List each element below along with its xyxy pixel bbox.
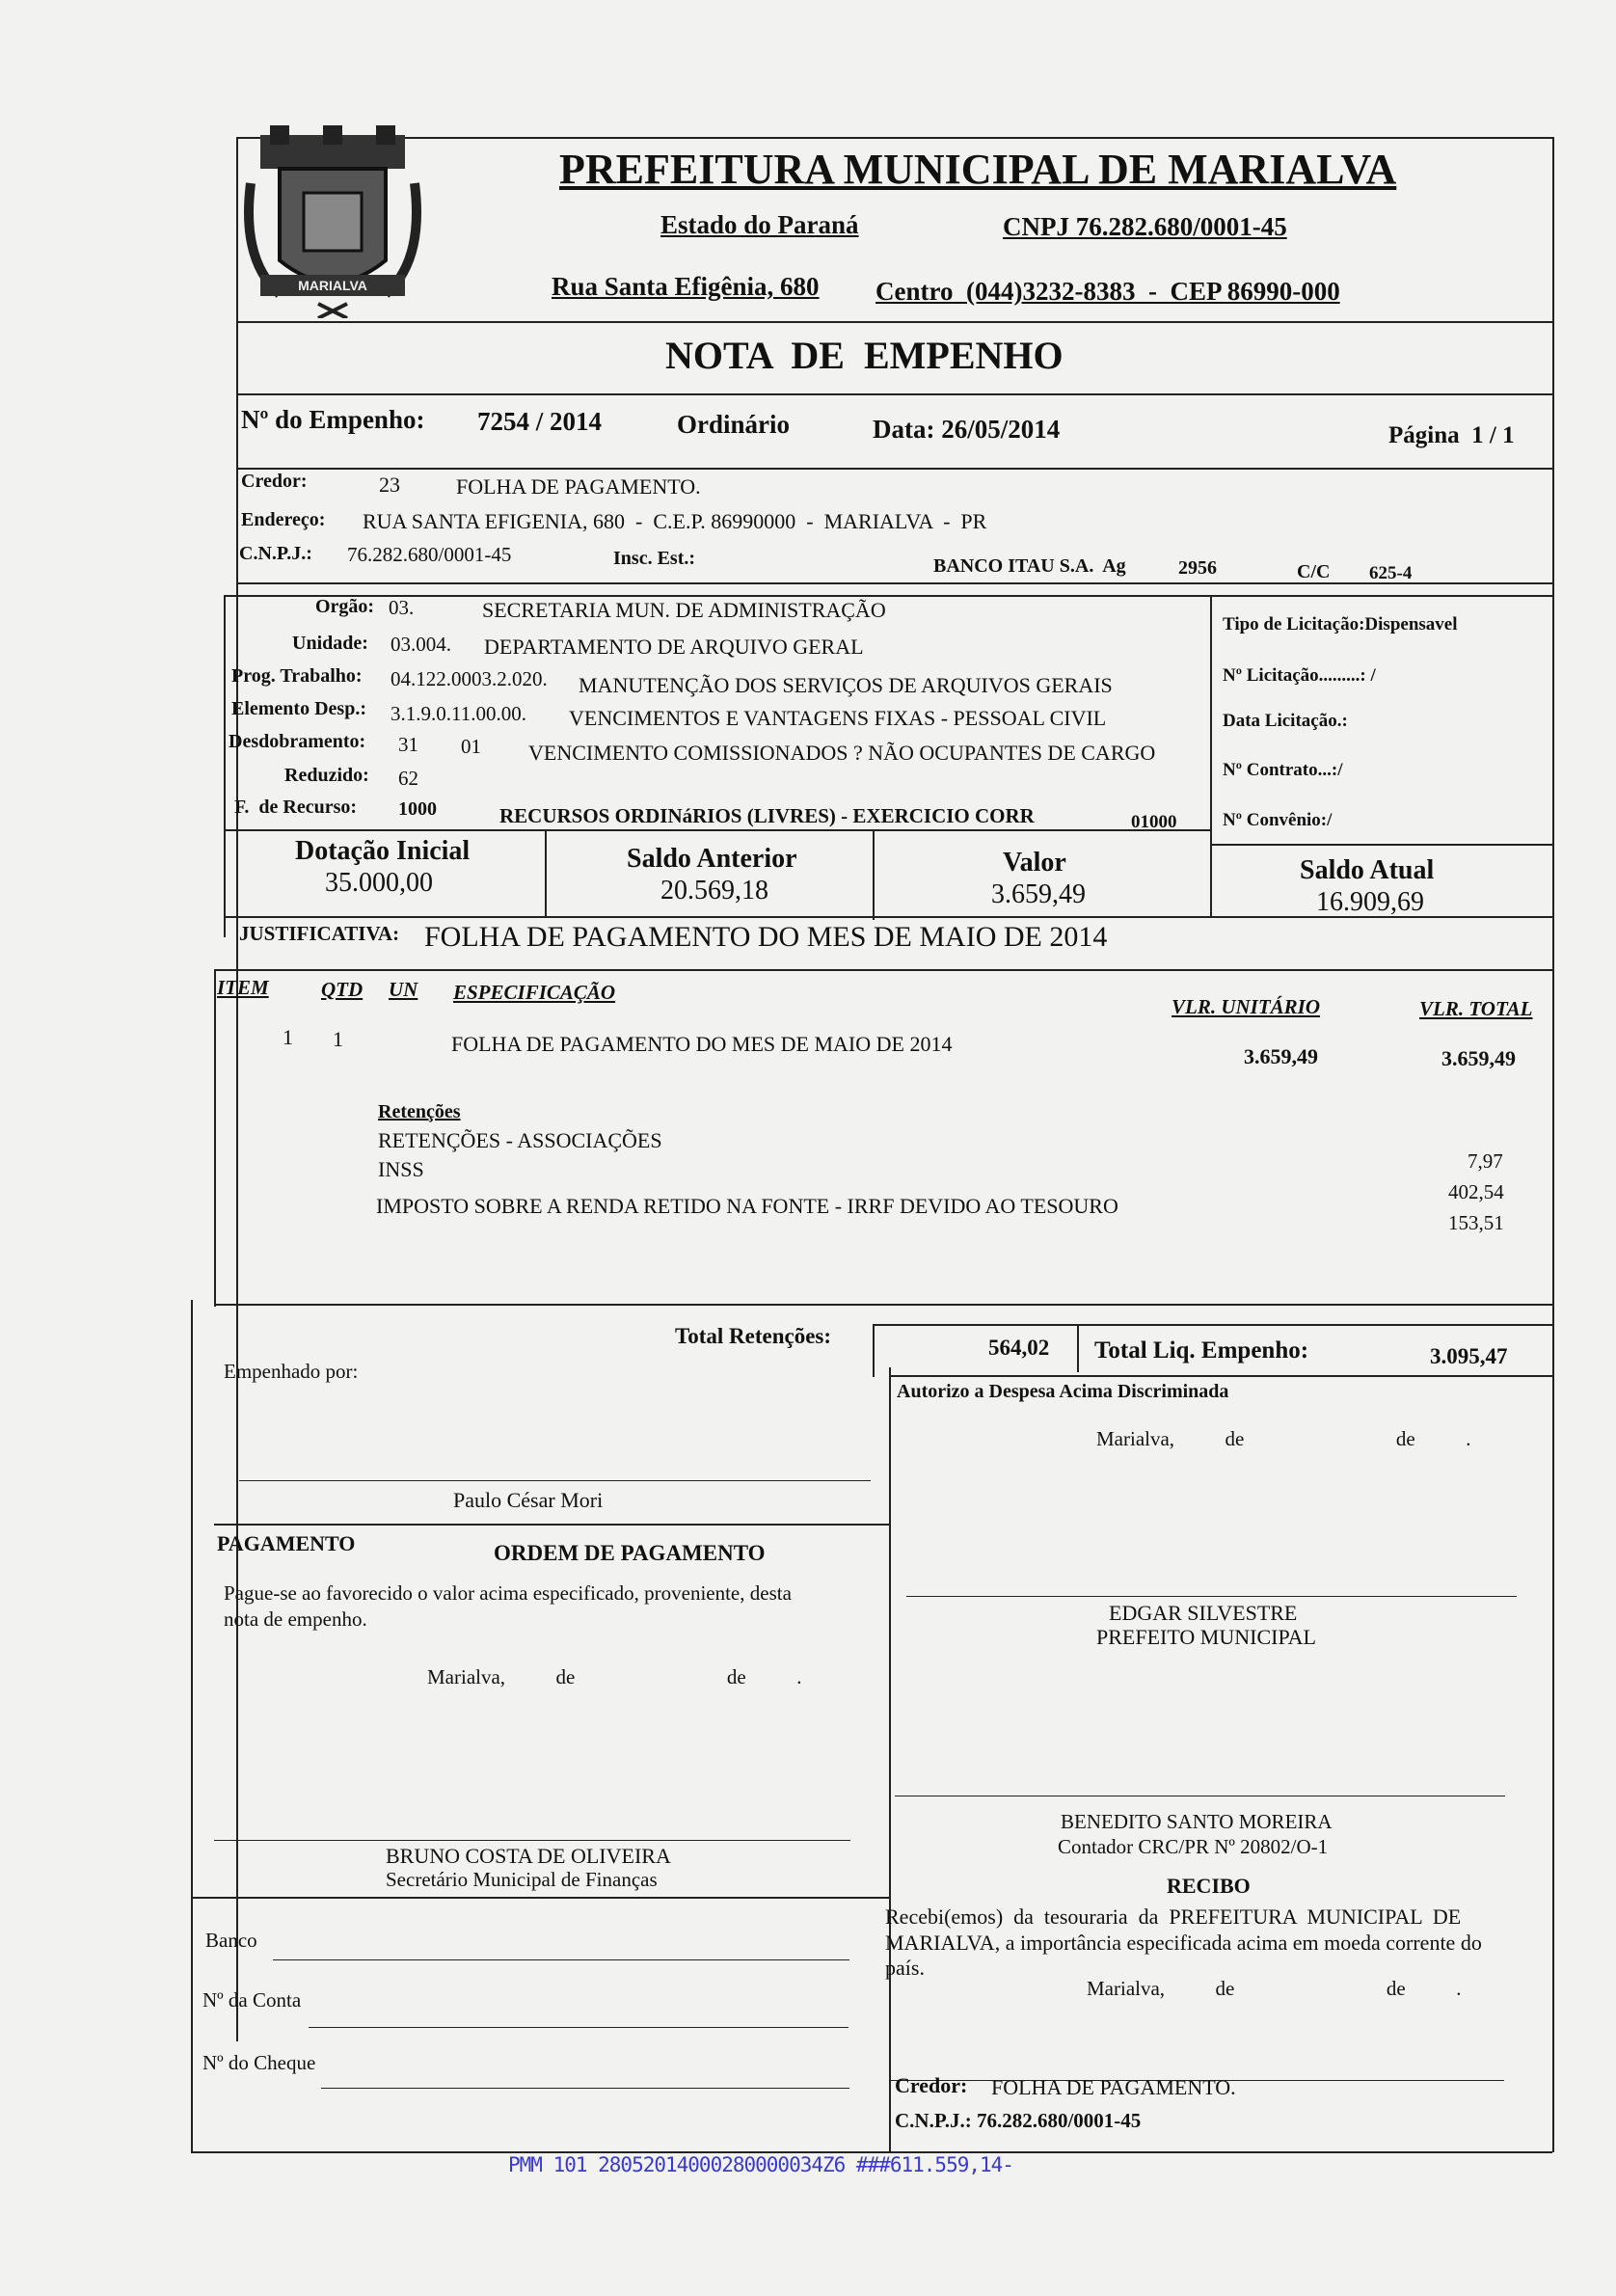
page-number: Página 1 / 1 <box>1388 422 1515 448</box>
cc-label: C/C <box>1297 561 1331 582</box>
numero-contrato: Nº Contrato...:/ <box>1223 760 1343 780</box>
retencao-irrf: IMPOSTO SOBRE A RENDA RETIDO NA FONTE - IRRF DEVIDO AO TESOURO <box>376 1194 1118 1218</box>
header-address: Centro (044)3232-8383 - CEP 86990-000 <box>875 277 1340 306</box>
retencao-irrf-value: 153,51 <box>1448 1211 1504 1234</box>
tipo-licitacao <box>1223 614 1458 635</box>
col-item: ITEM <box>217 976 269 999</box>
crest-ribbon-text: MARIALVA <box>298 278 367 293</box>
fonte-recurso-label: F. de Recurso: <box>234 797 358 818</box>
numero-licitacao: Nº Licitação.........: / <box>1223 665 1376 686</box>
header-street: Rua Santa Efigênia, 680 <box>552 272 820 301</box>
empenho-number: 7254 / 2014 <box>477 407 603 436</box>
recibo-local-data: Marialva, de de . <box>1087 1977 1462 2000</box>
pague-se-line2: nota de empenho. <box>224 1607 367 1631</box>
orgao-name: SECRETARIA MUN. DE ADMINISTRAÇÃO <box>482 598 886 622</box>
fonte-recurso-code2: 01000 <box>1131 812 1177 832</box>
unidade-label: Unidade: <box>292 633 368 654</box>
empenho-number-label: Nº do Empenho: <box>241 405 425 434</box>
banco-field-label: Banco <box>205 1929 257 1952</box>
conta-field-label: Nº da Conta <box>202 1988 302 2012</box>
empenhado-por-label: Empenhado por: <box>224 1360 359 1383</box>
saldo-atual-label: Saldo Atual <box>1300 855 1435 885</box>
total-liquido-value: 3.095,47 <box>1430 1344 1508 1368</box>
ordem-pagamento-title: ORDEM DE PAGAMENTO <box>494 1541 766 1565</box>
fonte-recurso-code: 1000 <box>398 798 437 820</box>
footer-control-code: PMM 101 28052014000280000034Z6 ###611.559,14- <box>508 2153 1013 2176</box>
dotacao-inicial-label: Dotação Inicial <box>295 836 471 866</box>
desdobramento-code1: 31 <box>398 733 418 756</box>
total-retencoes-label: Total Retenções: <box>675 1324 832 1348</box>
prefeito-nome: EDGAR SILVESTRE <box>1109 1601 1298 1625</box>
retencao-associacoes-value: 7,97 <box>1468 1149 1503 1173</box>
insc-est-label: Insc. Est.: <box>613 548 696 569</box>
autorizo-local-data: Marialva, de de . <box>1096 1427 1471 1450</box>
empenho-type: Ordinário <box>677 410 791 439</box>
col-vlr-unitario: VLR. UNITÁRIO <box>1172 995 1321 1018</box>
recibo-line1: Recebi(emos) da tesouraria da PREFEITURA MUNICIPAL DE <box>885 1904 1462 1929</box>
recibo-title: RECIBO <box>1167 1874 1251 1898</box>
desdobramento-label: Desdobramento: <box>229 731 366 752</box>
municipality-title: PREFEITURA MUNICIPAL DE MARIALVA <box>559 146 1397 193</box>
reduzido-code: 62 <box>398 767 418 790</box>
endereco-label: Endereço: <box>241 509 326 530</box>
col-vlr-total: VLR. TOTAL <box>1419 997 1533 1020</box>
header-cnpj: CNPJ 76.282.680/0001-45 <box>1003 212 1287 241</box>
recibo-credor-cnpj: C.N.P.J.: 76.282.680/0001-45 <box>895 2109 1142 2132</box>
desdobramento-code2: 01 <box>461 735 481 758</box>
item-total-value: 3.659,49 <box>1441 1046 1516 1070</box>
cnpj-label: C.N.P.J.: <box>239 543 312 564</box>
justificativa-label: JUSTIFICATIVA: <box>239 922 400 945</box>
retencao-inss-value: 402,54 <box>1448 1180 1504 1203</box>
justificativa-text: FOLHA DE PAGAMENTO DO MES DE MAIO DE 2014 <box>424 921 1108 953</box>
item-number: 1 <box>283 1025 293 1049</box>
retencao-associacoes: RETENÇÕES - ASSOCIAÇÕES <box>378 1128 662 1152</box>
banco-agencia: 2956 <box>1178 557 1217 579</box>
recibo-line3: país. <box>885 1956 925 1980</box>
item-description: FOLHA DE PAGAMENTO DO MES DE MAIO DE 2014 <box>451 1032 953 1056</box>
col-un: UN <box>389 978 418 1001</box>
autorizo-despesa: Autorizo a Despesa Acima Discriminada <box>897 1381 1229 1402</box>
orgao-label: Orgão: <box>315 596 375 617</box>
pagamento-label: PAGAMENTO <box>217 1531 356 1555</box>
credor-name: FOLHA DE PAGAMENTO. <box>456 474 701 499</box>
secretario-cargo: Secretário Municipal de Finanças <box>386 1868 658 1891</box>
banco-name: BANCO ITAU S.A. Ag <box>933 555 1126 577</box>
empenho-date: Data: 26/05/2014 <box>873 415 1061 444</box>
recibo-credor-label: Credor: <box>895 2073 968 2097</box>
saldo-atual-value: 16.909,69 <box>1316 887 1424 917</box>
col-qtd: QTD <box>321 978 364 1001</box>
data-licitacao: Data Licitação.: <box>1223 711 1348 731</box>
cc-number: 625-4 <box>1369 563 1413 583</box>
valor-label: Valor <box>1003 848 1066 878</box>
saldo-anterior-value: 20.569,18 <box>660 876 768 905</box>
elemento-code: 3.1.9.0.11.00.00. <box>391 702 526 725</box>
elemento-name: VENCIMENTOS E VANTAGENS FIXAS - PESSOAL CIVIL <box>569 706 1107 730</box>
retencao-inss: INSS <box>378 1157 424 1181</box>
numero-convenio: Nº Convênio:/ <box>1223 810 1333 830</box>
item-qtd: 1 <box>333 1027 343 1051</box>
total-liquido-label: Total Liq. Empenho: <box>1094 1337 1309 1364</box>
col-especificacao: ESPECIFICAÇÃO <box>453 981 616 1004</box>
elemento-label: Elemento Desp.: <box>231 698 366 719</box>
fonte-recurso-name: RECURSOS ORDINáRIOS (LIVRES) - EXERCICIO CORR <box>499 804 1035 827</box>
credor-endereco: RUA SANTA EFIGENIA, 680 - C.E.P. 86990000 - MARIALVA - PR <box>363 509 987 533</box>
pagamento-local-data: Marialva, de de . <box>427 1665 802 1688</box>
prog-trabalho-label: Prog. Trabalho: <box>231 665 363 687</box>
retencoes-title: Retenções <box>378 1101 461 1122</box>
municipal-crest-logo <box>241 125 424 318</box>
cheque-field-label: Nº do Cheque <box>202 2051 316 2074</box>
contador-nome: BENEDITO SANTO MOREIRA <box>1061 1810 1333 1833</box>
tipo-licitacao-text: Tipo de Licitação:Dispensavel <box>1223 614 1458 635</box>
desdobramento-name: VENCIMENTO COMISSIONADOS ? NÃO OCUPANTES DE CARGO <box>528 741 1156 765</box>
empenhado-por-nome: Paulo César Mori <box>453 1488 604 1512</box>
document-title: NOTA DE EMPENHO <box>665 334 1064 377</box>
prog-trabalho-name: MANUTENÇÃO DOS SERVIÇOS DE ARQUIVOS GERAIS <box>579 673 1113 697</box>
pague-se-line1: Pague-se ao favorecido o valor acima especificado, proveniente, desta <box>224 1581 792 1605</box>
credor-cnpj: 76.282.680/0001-45 <box>347 543 512 566</box>
dotacao-inicial-value: 35.000,00 <box>325 868 433 898</box>
state-name: Estado do Paraná <box>660 210 859 239</box>
credor-code: 23 <box>379 473 400 497</box>
recibo-credor-nome: FOLHA DE PAGAMENTO. <box>991 2075 1236 2099</box>
prog-trabalho-code: 04.122.0003.2.020. <box>391 667 548 690</box>
total-retencoes-value: 564,02 <box>988 1336 1050 1360</box>
item-unit-value: 3.659,49 <box>1244 1044 1318 1068</box>
orgao-code: 03. <box>389 596 415 619</box>
valor-value: 3.659,49 <box>991 879 1086 909</box>
prefeito-cargo: PREFEITO MUNICIPAL <box>1096 1625 1316 1649</box>
reduzido-label: Reduzido: <box>284 765 369 786</box>
unidade-code: 03.004. <box>391 633 451 656</box>
secretario-nome: BRUNO COSTA DE OLIVEIRA <box>386 1844 671 1868</box>
contador-cargo: Contador CRC/PR Nº 20802/O-1 <box>1058 1835 1329 1858</box>
recibo-line2: MARIALVA, a importância especificada acima em moeda corrente do <box>885 1931 1482 1955</box>
unidade-name: DEPARTAMENTO DE ARQUIVO GERAL <box>484 635 864 659</box>
credor-label: Credor: <box>241 471 308 492</box>
saldo-anterior-label: Saldo Anterior <box>627 844 797 874</box>
